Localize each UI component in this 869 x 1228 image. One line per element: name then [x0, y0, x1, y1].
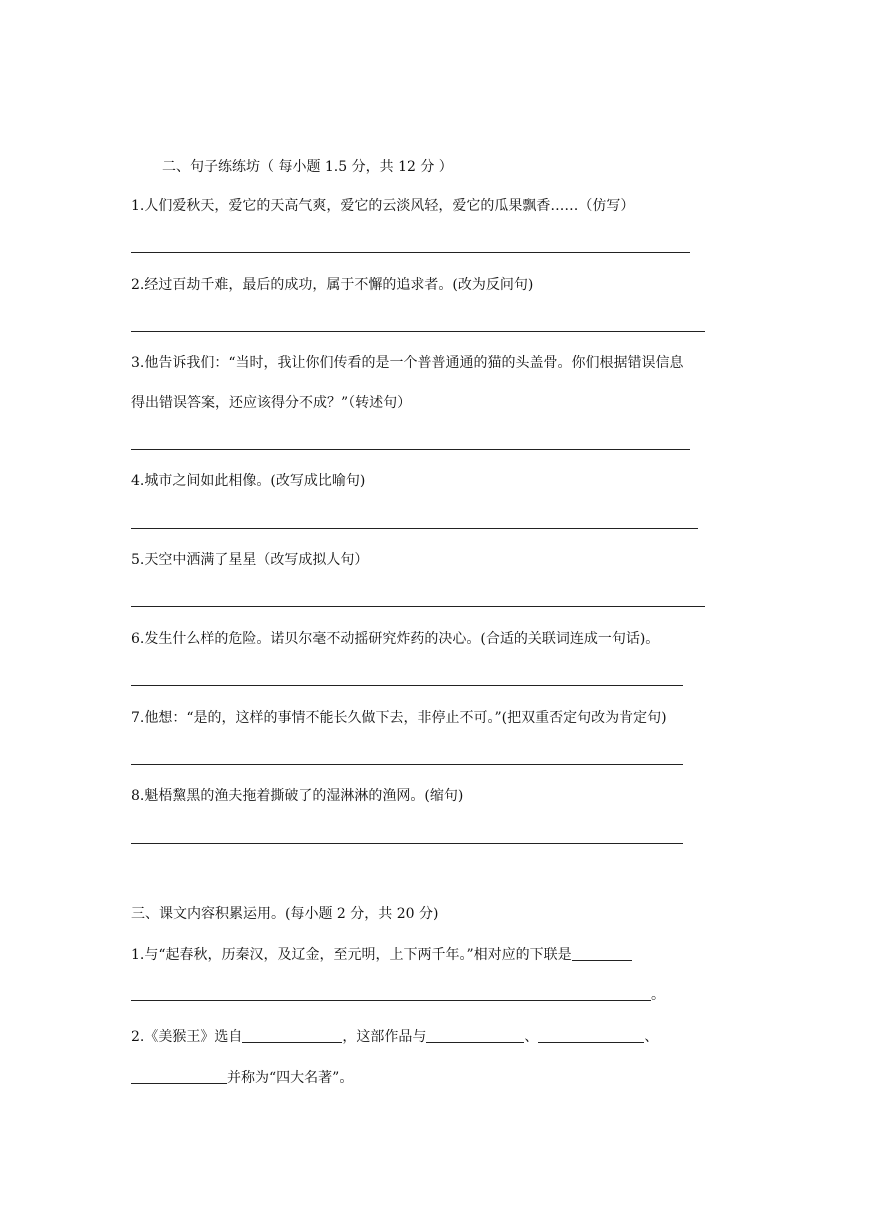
answer-line-2-4[interactable]	[131, 528, 698, 529]
question-3-1-text: 1.与“起春秋，历秦汉，及辽金，至元明，上下两千年。”相对应的下联是	[131, 947, 572, 963]
answer-line-2-2[interactable]	[131, 331, 705, 332]
question-3-1-end: 。	[651, 987, 665, 1003]
question-3-1	[131, 945, 632, 964]
question-3-2-part1: 2.《美猴王》选自	[131, 1029, 243, 1045]
answer-line-2-8[interactable]	[131, 843, 683, 844]
question-3-2-cont	[131, 1068, 353, 1087]
question-3-2-part4: 、	[644, 1029, 659, 1045]
blank-3-2-work-c[interactable]	[131, 1068, 227, 1084]
question-2-6: 6.发生什么样的危险。诺贝尔毫不动摇研究炸药的决心。(合适的关联词连成一句话)。	[131, 631, 660, 647]
question-3-2-part5: 并称为“四大名著”。	[227, 1070, 354, 1086]
answer-line-2-3[interactable]	[131, 449, 690, 450]
question-2-4: 4.城市之间如此相像。(改写成比喻句)	[131, 473, 366, 489]
question-2-7: 7.他想：“是的，这样的事情不能长久做下去，非停止不可。”(把双重否定句改为肯定句)	[131, 710, 667, 726]
answer-line-2-7[interactable]	[131, 764, 683, 765]
blank-3-2-source[interactable]	[242, 1027, 342, 1043]
blank-3-2-work-a[interactable]	[426, 1027, 524, 1043]
blank-3-2-work-b[interactable]	[538, 1027, 644, 1043]
section3-heading: 三、课文内容积累运用。(每小题 2 分，共 20 分)	[131, 906, 439, 922]
question-2-3-line1: 3.他告诉我们：“当时，我让你们传看的是一个普普通通的猫的头盖骨。你们根据错误信息	[131, 355, 684, 371]
answer-line-2-6[interactable]	[131, 685, 683, 686]
question-2-3-line2: 得出错误答案，还应该得分不成？”（转述句）	[131, 395, 412, 411]
question-3-2-part3: 、	[524, 1029, 539, 1045]
question-2-2: 2.经过百劫千难，最后的成功，属于不懈的追求者。(改为反问句)	[131, 277, 534, 293]
question-3-2	[131, 1027, 658, 1046]
section2-heading: 二、句子练练坊（ 每小题 1.5 分，共 12 分 ）	[162, 159, 453, 175]
answer-line-3-1[interactable]	[131, 1000, 651, 1001]
question-2-5: 5.天空中洒满了星星（改写成拟人句）	[131, 552, 369, 568]
answer-line-2-1[interactable]	[131, 252, 690, 253]
question-2-8: 8.魁梧黧黑的渔夫拖着撕破了的湿淋淋的渔网。(缩句)	[131, 788, 464, 804]
question-3-2-part2: ，这部作品与	[342, 1029, 427, 1045]
blank-3-1-a[interactable]	[572, 945, 632, 961]
question-2-1: 1.人们爱秋天，爱它的天高气爽，爱它的云淡风轻，爱它的瓜果飘香……（仿写）	[131, 198, 635, 214]
answer-line-2-5[interactable]	[131, 606, 705, 607]
